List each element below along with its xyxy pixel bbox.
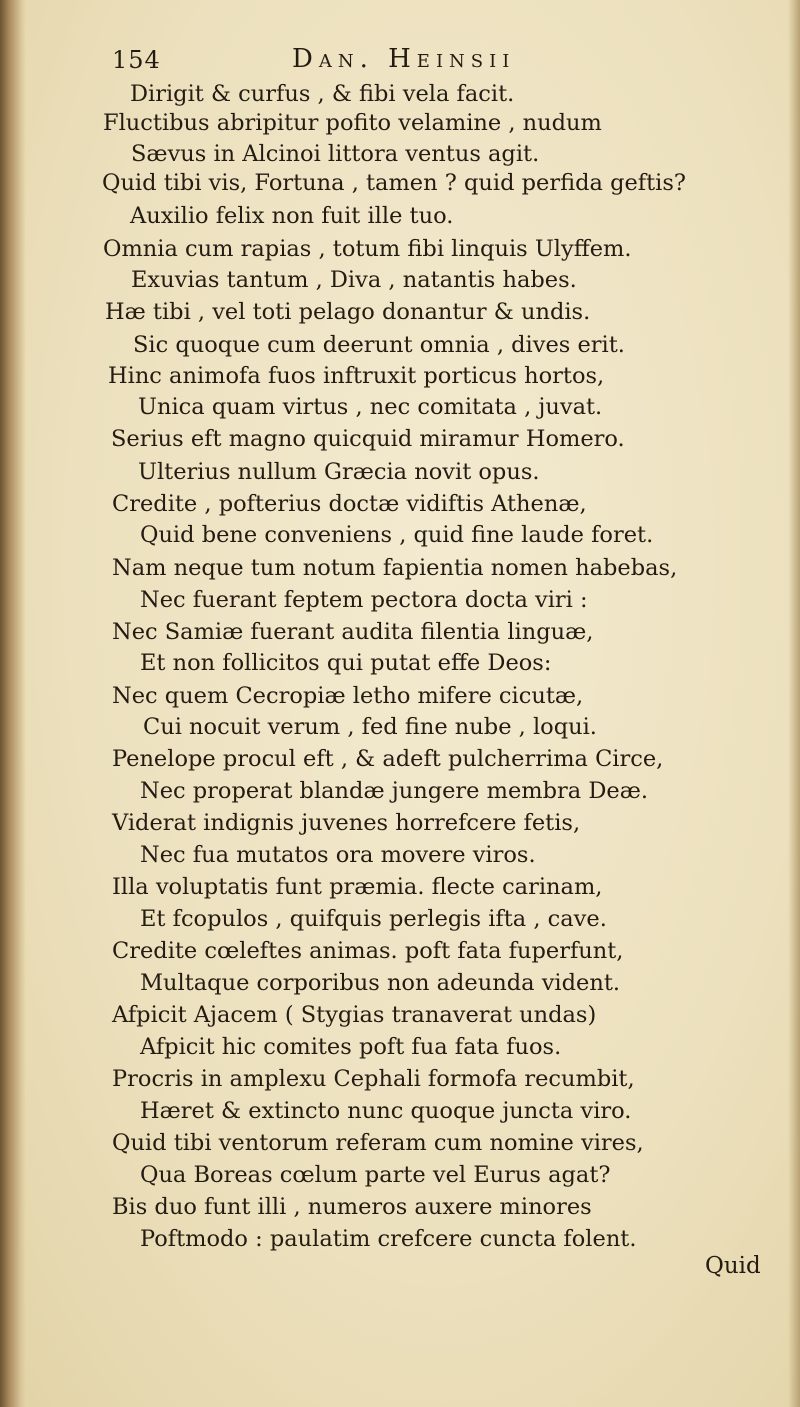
- verse-line: Et fcopulos , quifquis perlegis ifta , cave.: [140, 906, 607, 932]
- verse-line: Sævus in Alcinoi littora ventus agit.: [131, 141, 540, 167]
- verse-line: Nam neque tum notum fapientia nomen habebas,: [112, 555, 678, 581]
- verse-line: Hinc animofa fuos inftruxit porticus hortos,: [108, 363, 605, 389]
- verse-line: Illa voluptatis funt præmia. flecte carinam,: [112, 874, 603, 900]
- verse-line: Hæ tibi , vel toti pelago donantur & undis.: [105, 299, 591, 325]
- verse-line: Quid tibi vis, Fortuna , tamen ? quid perfida geftis?: [102, 170, 686, 196]
- verse-line: Viderat indignis juvenes horrefcere fetis,: [112, 810, 581, 836]
- verse-line: Omnia cum rapias , totum fibi linquis Ulyffem.: [103, 236, 632, 262]
- verse-line: Ulterius nullum Græcia novit opus.: [138, 459, 540, 485]
- verse-line: Nec Samiæ fuerant audita filentia linguæ,: [112, 619, 594, 645]
- verse-line: Qua Boreas cœlum parte vel Eurus agat?: [140, 1162, 611, 1188]
- verse-line: Sic quoque cum deerunt omnia , dives erit.: [133, 332, 625, 358]
- verse-line: Cui nocuit verum , fed fine nube , loqui.: [143, 714, 597, 740]
- verse-line: Afpicit Ajacem ( Stygias tranaverat undas): [112, 1002, 597, 1028]
- verse-line: Nec fuerant feptem pectora docta viri :: [140, 587, 588, 613]
- verse-line: Poftmodo : paulatim crefcere cuncta folent.: [140, 1226, 637, 1252]
- verse-line: Hæret & extincto nunc quoque juncta viro.: [140, 1098, 632, 1124]
- verse-line: Fluctibus abripitur pofito velamine , nudum: [103, 110, 602, 136]
- page-number: 154: [112, 46, 161, 74]
- verse-line: Serius eft magno quicquid miramur Homero.: [111, 426, 625, 452]
- verse-line: Quid tibi ventorum referam cum nomine vires,: [112, 1130, 644, 1156]
- verse-line: Nec fua mutatos ora movere viros.: [140, 842, 536, 868]
- verse-line: Nec quem Cecropiæ letho mifere cicutæ,: [112, 683, 584, 709]
- catchword: Quid: [705, 1253, 761, 1279]
- verse-line: Auxilio felix non fuit ille tuo.: [130, 203, 454, 229]
- verse-line: Dirigit & curfus , & fibi vela facit.: [130, 81, 515, 107]
- verse-line: Et non follicitos qui putat effe Deos:: [140, 650, 552, 676]
- verse-line: Procris in amplexu Cephali formofa recumbit,: [112, 1066, 635, 1092]
- running-head: Dan. Heinsii: [292, 44, 516, 74]
- verse-line: Quid bene conveniens , quid fine laude foret.: [140, 522, 654, 548]
- verse-line: Penelope procul eft , & adeft pulcherrima Circe,: [112, 746, 664, 772]
- verse-line: Unica quam virtus , nec comitata , juvat.: [138, 394, 603, 420]
- verse-line: Multaque corporibus non adeunda vident.: [140, 970, 621, 996]
- verse-line: Bis duo funt illi , numeros auxere minores: [112, 1194, 592, 1220]
- verse-line: Exuvias tantum , Diva , natantis habes.: [131, 267, 577, 293]
- verse-line: Nec properat blandæ jungere membra Deæ.: [140, 778, 649, 804]
- verse-line: Afpicit hic comites poft fua fata fuos.: [140, 1034, 562, 1060]
- verse-line: Credite cœleftes animas. poft fata fuperfunt,: [112, 938, 624, 964]
- verse-line: Credite , pofterius doctæ vidiftis Athenæ,: [112, 491, 587, 517]
